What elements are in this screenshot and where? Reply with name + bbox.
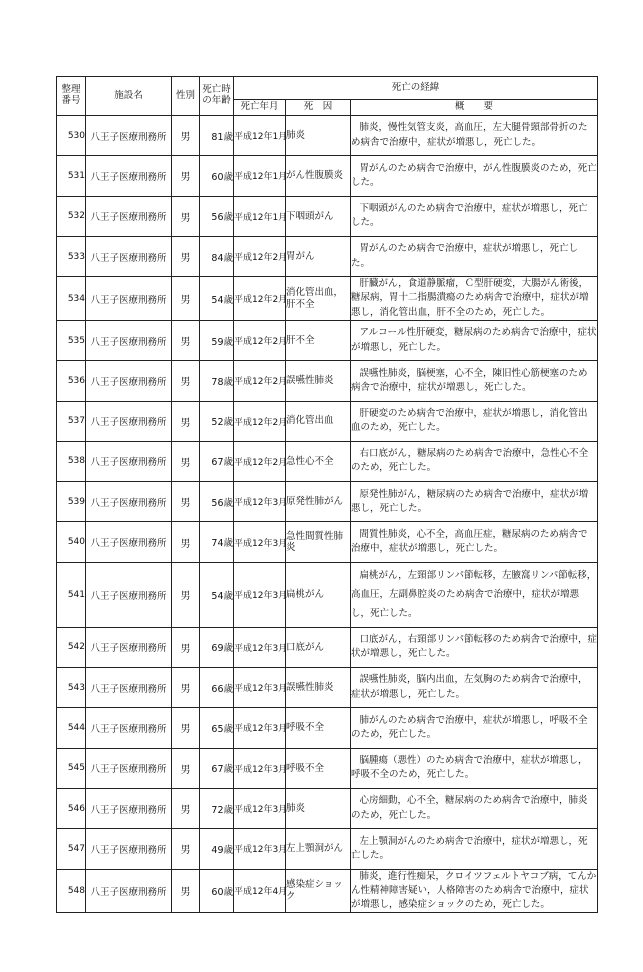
record-date: 平成12年1月: [234, 116, 286, 156]
header-sex: 性別: [172, 77, 200, 116]
header-facility: 施設名: [86, 77, 172, 116]
record-age: 67歳: [200, 748, 234, 788]
record-date: 平成12年2月: [234, 320, 286, 360]
record-sex: 男: [172, 236, 200, 276]
record-number: 530: [57, 116, 86, 156]
record-sex: 男: [172, 482, 200, 522]
record-cause: 急性心不全: [286, 441, 351, 481]
record-date: 平成12年4月: [234, 869, 286, 913]
record-date: 平成12年3月: [234, 829, 286, 869]
record-facility: 八王子医療刑務所: [86, 829, 172, 869]
record-summary: 胃がんのため病舎で治療中，症状が増悪し，死亡した。: [351, 236, 598, 276]
record-age: 66歳: [200, 668, 234, 708]
record-summary: 下咽頭がんのため病舎で治療中，症状が増悪し，死亡した。: [351, 196, 598, 236]
record-date: 平成12年2月: [234, 236, 286, 276]
header-cause: 死 因: [286, 100, 351, 116]
record-sex: 男: [172, 829, 200, 869]
record-facility: 八王子医療刑務所: [86, 156, 172, 196]
record-cause: 消化管出血，肝不全: [286, 277, 351, 321]
record-date: 平成12年2月: [234, 277, 286, 321]
record-summary: 胃がんのため病舎で治療中，がん性腹膜炎のため，死亡した。: [351, 156, 598, 196]
record-sex: 男: [172, 869, 200, 913]
record-number: 541: [57, 562, 86, 627]
record-summary: 口底がん，右頸部リンパ節転移のため病舎で治療中，症状が増悪し，死亡した。: [351, 627, 598, 667]
record-cause: 呼吸不全: [286, 748, 351, 788]
record-facility: 八王子医療刑務所: [86, 869, 172, 913]
record-facility: 八王子医療刑務所: [86, 236, 172, 276]
record-sex: 男: [172, 401, 200, 441]
record-date: 平成12年3月: [234, 788, 286, 828]
record-cause: 口底がん: [286, 627, 351, 667]
record-number: 533: [57, 236, 86, 276]
record-sex: 男: [172, 116, 200, 156]
table-row: [57, 361, 598, 401]
record-sex: 男: [172, 196, 200, 236]
table-row: [57, 627, 598, 667]
record-facility: 八王子医療刑務所: [86, 668, 172, 708]
record-date: 平成12年3月: [234, 482, 286, 522]
table-body: [57, 116, 598, 913]
table-row: [57, 522, 598, 562]
record-date: 平成12年2月: [234, 361, 286, 401]
table-row: [57, 562, 598, 627]
record-age: 81歳: [200, 116, 234, 156]
record-summary: 肝硬変のため病舎で治療中，症状が増悪し，消化管出血のため，死亡した。: [351, 401, 598, 441]
table-row: [57, 708, 598, 748]
record-date: 平成12年3月: [234, 562, 286, 627]
record-summary: 誤嚥性肺炎，脳内出血，左気胸のため病舎で治療中，症状が増悪し，死亡した。: [351, 668, 598, 708]
record-summary: 肺がんのため病舎で治療中，症状が増悪し，呼吸不全のため，死亡した。: [351, 708, 598, 748]
record-age: 65歳: [200, 708, 234, 748]
record-number: 535: [57, 320, 86, 360]
record-cause: 急性間質性肺炎: [286, 522, 351, 562]
record-facility: 八王子医療刑務所: [86, 361, 172, 401]
record-date: 平成12年3月: [234, 627, 286, 667]
header-number: 整理番号: [57, 77, 86, 116]
record-facility: 八王子医療刑務所: [86, 562, 172, 627]
record-number: 546: [57, 788, 86, 828]
table-row: [57, 156, 598, 196]
record-cause: 肺炎: [286, 116, 351, 156]
record-number: 540: [57, 522, 86, 562]
record-sex: 男: [172, 708, 200, 748]
record-number: 547: [57, 829, 86, 869]
record-facility: 八王子医療刑務所: [86, 401, 172, 441]
table-row: [57, 788, 598, 828]
record-age: 54歳: [200, 562, 234, 627]
header-summary: 概 要: [351, 100, 598, 116]
record-number: 534: [57, 277, 86, 321]
record-number: 548: [57, 869, 86, 913]
record-sex: 男: [172, 361, 200, 401]
record-number: 542: [57, 627, 86, 667]
death-records-table: [56, 76, 598, 913]
record-summary: 心房細動，心不全，糖尿病のため病舎で治療中，肺炎のため，死亡した。: [351, 788, 598, 828]
record-cause: 左上顎洞がん: [286, 829, 351, 869]
record-summary: アルコール性肝硬変，糖尿病のため病舎で治療中，症状が増悪し，死亡した。: [351, 320, 598, 360]
record-age: 49歳: [200, 829, 234, 869]
record-cause: 消化管出血: [286, 401, 351, 441]
record-age: 74歳: [200, 522, 234, 562]
record-date: 平成12年3月: [234, 708, 286, 748]
table-row: [57, 748, 598, 788]
record-sex: 男: [172, 277, 200, 321]
table-row: [57, 196, 598, 236]
record-summary: 肺炎，慢性気管支炎，高血圧，左大腿骨頸部骨折のため病舎で治療中，症状が増悪し，死亡した。: [351, 116, 598, 156]
record-facility: 八王子医療刑務所: [86, 441, 172, 481]
record-number: 538: [57, 441, 86, 481]
record-age: 60歳: [200, 869, 234, 913]
record-cause: 誤嚥性肺炎: [286, 668, 351, 708]
record-facility: 八王子医療刑務所: [86, 627, 172, 667]
record-facility: 八王子医療刑務所: [86, 748, 172, 788]
record-number: 539: [57, 482, 86, 522]
record-sex: 男: [172, 668, 200, 708]
header-age: 死亡時の年齢: [200, 77, 234, 116]
record-age: 56歳: [200, 196, 234, 236]
record-sex: 男: [172, 156, 200, 196]
record-age: 52歳: [200, 401, 234, 441]
record-age: 72歳: [200, 788, 234, 828]
record-number: 532: [57, 196, 86, 236]
record-summary: 原発性肺がん，糖尿病のため病舎で治療中，症状が増悪し，死亡した。: [351, 482, 598, 522]
record-number: 543: [57, 668, 86, 708]
record-age: 67歳: [200, 441, 234, 481]
record-number: 537: [57, 401, 86, 441]
record-age: 54歳: [200, 277, 234, 321]
table-row: [57, 482, 598, 522]
header-process: 死亡の経緯: [234, 77, 598, 100]
record-sex: 男: [172, 320, 200, 360]
record-summary: 右口底がん，糖尿病のため病舎で治療中，急性心不全のため，死亡した。: [351, 441, 598, 481]
record-number: 545: [57, 748, 86, 788]
record-sex: 男: [172, 748, 200, 788]
record-age: 56歳: [200, 482, 234, 522]
record-age: 78歳: [200, 361, 234, 401]
record-facility: 八王子医療刑務所: [86, 277, 172, 321]
record-summary: 肺炎，進行性痴呆，クロイツフェルトヤコブ病，てんかん性精神障害疑い，人格障害のため病舎で治療中，症状が増悪し，感染症ショックのため，死亡した。: [351, 869, 598, 913]
table-row: [57, 320, 598, 360]
record-cause: 下咽頭がん: [286, 196, 351, 236]
record-cause: 呼吸不全: [286, 708, 351, 748]
record-date: 平成12年2月: [234, 401, 286, 441]
record-sex: 男: [172, 562, 200, 627]
record-number: 531: [57, 156, 86, 196]
table-row: [57, 116, 598, 156]
table-row: [57, 668, 598, 708]
record-number: 536: [57, 361, 86, 401]
record-date: 平成12年1月: [234, 196, 286, 236]
record-date: 平成12年3月: [234, 668, 286, 708]
record-age: 84歳: [200, 236, 234, 276]
record-cause: 誤嚥性肺炎: [286, 361, 351, 401]
record-summary: 肝臓がん，食道静脈瘤，Ｃ型肝硬変，大腸がん術後，糖尿病，胃十二指腸潰瘍のため病舎で治療中，症状が増悪し，消化管出血，肝不全のため，死亡した。: [351, 277, 598, 321]
record-cause: 肝不全: [286, 320, 351, 360]
record-sex: 男: [172, 522, 200, 562]
table-row: [57, 441, 598, 481]
record-summary: 間質性肺炎，心不全，高血圧症，糖尿病のため病舎で治療中，症状が増悪し，死亡した。: [351, 522, 598, 562]
record-cause: 扁桃がん: [286, 562, 351, 627]
record-summary: 扁桃がん，左頸部リンパ節転移，左腋窩リンパ節転移，高血圧，左副鼻腔炎のため病舎で治療中，症状が増悪し，死亡した。: [351, 562, 598, 627]
record-date: 平成12年3月: [234, 748, 286, 788]
record-facility: 八王子医療刑務所: [86, 320, 172, 360]
record-age: 59歳: [200, 320, 234, 360]
record-age: 60歳: [200, 156, 234, 196]
record-facility: 八王子医療刑務所: [86, 708, 172, 748]
record-number: 544: [57, 708, 86, 748]
table-row: [57, 401, 598, 441]
record-cause: がん性腹膜炎: [286, 156, 351, 196]
record-age: 69歳: [200, 627, 234, 667]
record-facility: 八王子医療刑務所: [86, 196, 172, 236]
record-sex: 男: [172, 627, 200, 667]
record-sex: 男: [172, 788, 200, 828]
table-row: [57, 829, 598, 869]
record-summary: 左上顎洞がんのため病舎で治療中，症状が増悪し，死亡した。: [351, 829, 598, 869]
record-date: 平成12年3月: [234, 522, 286, 562]
table-row: [57, 869, 598, 913]
record-date: 平成12年1月: [234, 156, 286, 196]
record-summary: 脳腫瘍（悪性）のため病舎で治療中，症状が増悪し，呼吸不全のため，死亡した。: [351, 748, 598, 788]
record-sex: 男: [172, 441, 200, 481]
record-cause: 原発性肺がん: [286, 482, 351, 522]
table-row: [57, 277, 598, 321]
table-row: [57, 236, 598, 276]
record-summary: 誤嚥性肺炎，脳梗塞，心不全，陳旧性心筋梗塞のため病舎で治療中，症状が増悪し，死亡した。: [351, 361, 598, 401]
record-cause: 肺炎: [286, 788, 351, 828]
table-header: [57, 77, 598, 116]
record-cause: 感染症ショック: [286, 869, 351, 913]
record-facility: 八王子医療刑務所: [86, 116, 172, 156]
record-facility: 八王子医療刑務所: [86, 522, 172, 562]
record-facility: 八王子医療刑務所: [86, 788, 172, 828]
record-date: 平成12年2月: [234, 441, 286, 481]
record-cause: 胃がん: [286, 236, 351, 276]
record-facility: 八王子医療刑務所: [86, 482, 172, 522]
header-date: 死亡年月: [234, 100, 286, 116]
